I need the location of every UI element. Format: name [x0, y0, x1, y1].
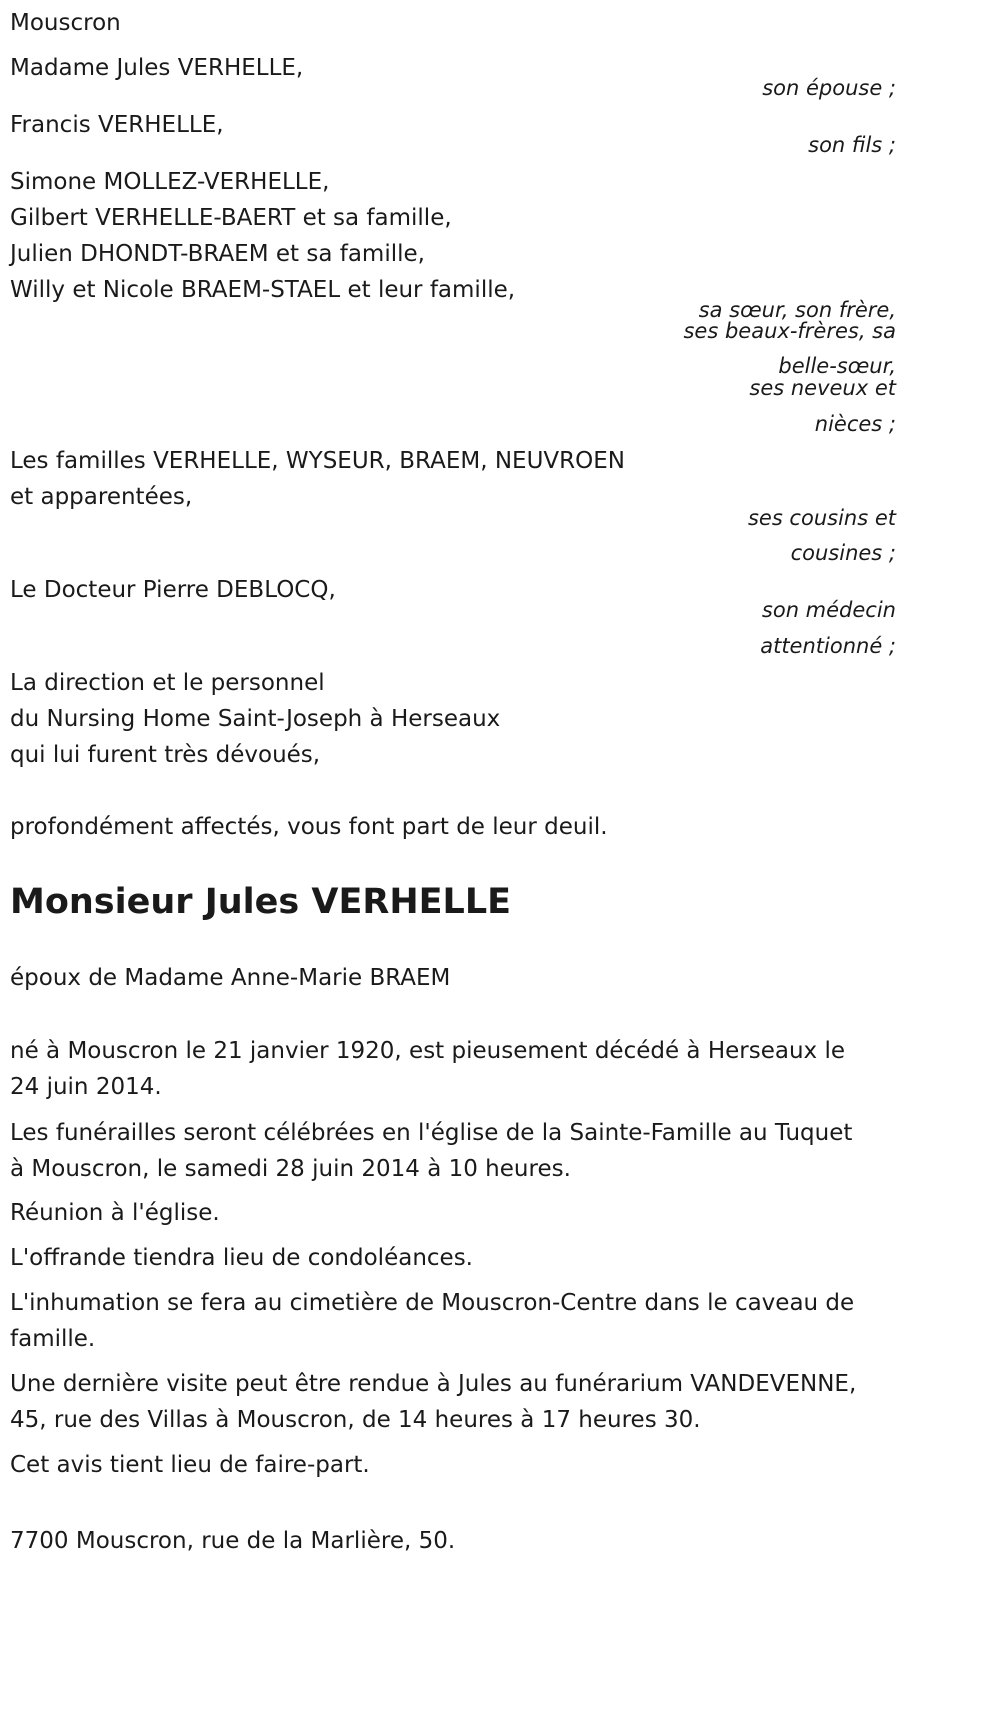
- detail-line: L'inhumation se fera au cimetière de Mouscron-Centre dans le caveau de: [10, 1290, 855, 1316]
- siblings-relation-line: ses neveux et: [749, 376, 896, 400]
- cousins-name: Les familles VERHELLE, WYSEUR, BRAEM, NEUVROEN: [10, 448, 625, 474]
- cousins-name: et apparentées,: [10, 484, 193, 510]
- sibling-name: Gilbert VERHELLE-BAERT et sa famille,: [10, 205, 452, 231]
- son-name: Francis VERHELLE,: [10, 112, 224, 138]
- announcement-text: profondément affectés, vous font part de leur deuil.: [10, 814, 608, 840]
- doctor-relation-line: attentionné ;: [760, 634, 896, 658]
- sibling-name: Simone MOLLEZ-VERHELLE,: [10, 169, 330, 195]
- spouse-relation: son épouse ;: [762, 76, 896, 100]
- location-heading: Mouscron: [10, 10, 121, 36]
- nursing-home-line: qui lui furent très dévoués,: [10, 742, 321, 768]
- deceased-name: Monsieur Jules VERHELLE: [10, 882, 512, 922]
- sibling-name: Willy et Nicole BRAEM-STAEL et leur famille,: [10, 277, 516, 303]
- sibling-name: Julien DHONDT-BRAEM et sa famille,: [10, 241, 425, 267]
- siblings-relation-line: sa sœur, son frère,: [698, 298, 896, 322]
- detail-line: Réunion à l'église.: [10, 1200, 220, 1226]
- doctor-relation-line: son médecin: [761, 598, 896, 622]
- cousins-relation-line: ses cousins et: [747, 506, 896, 530]
- cousins-relation-line: cousines ;: [790, 541, 896, 565]
- detail-line: Une dernière visite peut être rendue à Jules au funérarium VANDEVENNE,: [10, 1371, 857, 1397]
- siblings-relation-line: belle-sœur,: [778, 354, 896, 378]
- detail-line: Cet avis tient lieu de faire-part.: [10, 1452, 370, 1478]
- detail-line: famille.: [10, 1326, 96, 1352]
- spouse-name: Madame Jules VERHELLE,: [10, 55, 304, 81]
- siblings-relation-line: nièces ;: [814, 412, 896, 436]
- son-relation: son fils ;: [808, 133, 896, 157]
- detail-line: 45, rue des Villas à Mouscron, de 14 heures à 17 heures 30.: [10, 1407, 701, 1433]
- doctor-name: Le Docteur Pierre DEBLOCQ,: [10, 577, 336, 603]
- detail-line: Les funérailles seront célébrées en l'église de la Sainte-Famille au Tuquet: [10, 1120, 853, 1146]
- address-line: 7700 Mouscron, rue de la Marlière, 50.: [10, 1528, 456, 1554]
- detail-line: L'offrande tiendra lieu de condoléances.: [10, 1245, 473, 1271]
- detail-line: 24 juin 2014.: [10, 1074, 162, 1100]
- siblings-relation-line: ses beaux-frères, sa: [683, 319, 896, 343]
- detail-line: né à Mouscron le 21 janvier 1920, est pieusement décédé à Herseaux le: [10, 1038, 845, 1064]
- nursing-home-line: du Nursing Home Saint-Joseph à Herseaux: [10, 706, 501, 732]
- deceased-spouse-line: époux de Madame Anne-Marie BRAEM: [10, 965, 451, 991]
- detail-line: à Mouscron, le samedi 28 juin 2014 à 10 heures.: [10, 1156, 571, 1182]
- nursing-home-line: La direction et le personnel: [10, 670, 325, 696]
